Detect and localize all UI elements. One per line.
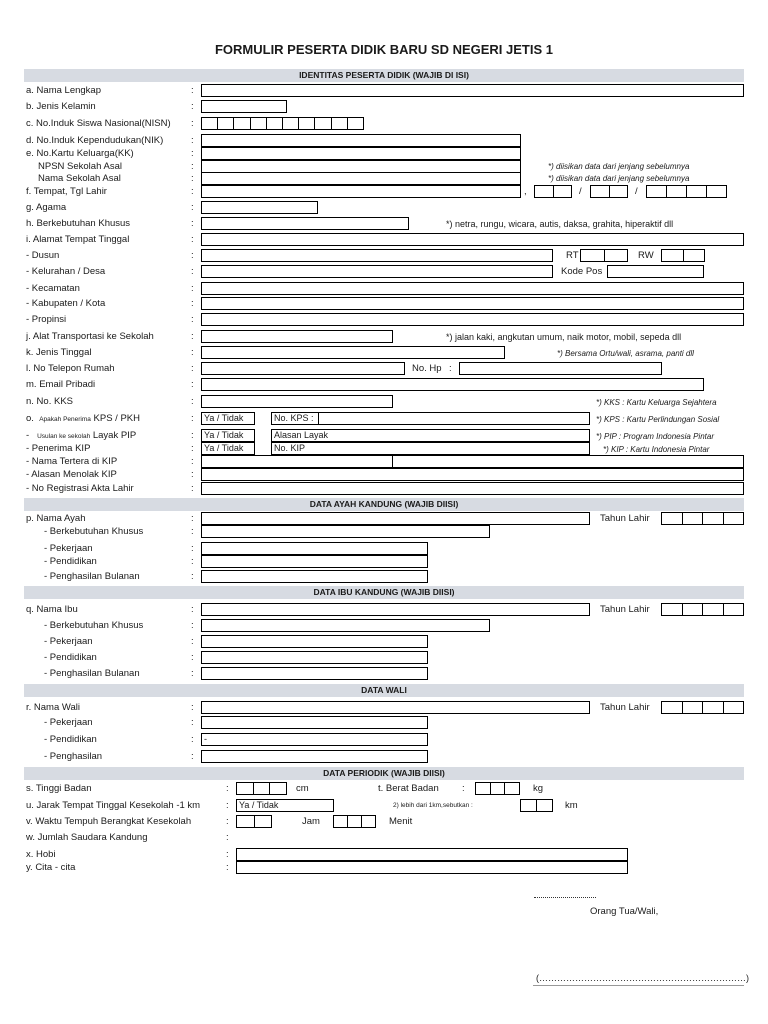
field-email[interactable]: [201, 378, 704, 391]
section-identitas: IDENTITAS PESERTA DIDIK (WAJIB DI ISI): [24, 69, 744, 82]
note-berkebutuhan: *) netra, rungu, wicara, autis, daksa, grahita, hiperaktif dll: [446, 219, 674, 229]
field-no-kip[interactable]: No. KIP: [271, 442, 590, 455]
label-kip: - Penerima KIP: [26, 443, 91, 454]
colon-separator: :: [191, 101, 194, 112]
colon-separator: :: [191, 379, 194, 390]
label-saudara: w. Jumlah Saudara Kandung: [26, 832, 148, 843]
label-ibu-penghasilan: - Penghasilan Bulanan: [44, 668, 140, 679]
label-nik: d. No.Induk Kependudukan(NIK): [26, 135, 164, 146]
colon-separator: :: [191, 161, 194, 172]
option-kps-ya-tidak[interactable]: Ya / Tidak: [201, 412, 255, 425]
colon-separator: :: [191, 668, 194, 679]
label-nama-ibu: q. Nama Ibu: [26, 604, 78, 615]
colon-separator: :: [191, 620, 194, 631]
label-telepon: l. No Telepon Rumah: [26, 363, 115, 374]
field-agama[interactable]: [201, 201, 318, 214]
field-berat[interactable]: [475, 782, 520, 795]
label-kabupaten: - Kabupaten / Kota: [26, 298, 106, 309]
note-kip: *) KIP : Kartu Indonesia Pintar: [603, 445, 710, 454]
label-nama-kip: - Nama Tertera di KIP: [26, 456, 118, 467]
colon-separator: :: [191, 751, 194, 762]
label-ibu-tahun-lahir: Tahun Lahir: [600, 604, 650, 615]
label-no-hp: No. Hp: [412, 363, 442, 374]
note-kps: *) KPS : Kartu Perlindungan Sosial: [596, 415, 720, 424]
option-pip-ya-tidak[interactable]: Ya / Tidak: [201, 429, 255, 442]
field-no-hp[interactable]: [459, 362, 662, 375]
label-wali-pendidikan: - Pendidikan: [44, 734, 97, 745]
field-waktu-menit[interactable]: [333, 815, 376, 828]
colon-separator: :: [191, 717, 194, 728]
field-wali-pendidikan[interactable]: -: [201, 733, 428, 746]
field-ayah-pendidikan[interactable]: [201, 555, 428, 568]
label-nama-wali: r. Nama Wali: [26, 702, 81, 713]
field-jarak-km[interactable]: [520, 799, 553, 812]
label-ttl: f. Tempat, Tgl Lahir: [26, 186, 107, 197]
colon-separator: :: [191, 636, 194, 647]
colon-separator: :: [191, 314, 194, 325]
signature-role: Orang Tua/Wali,: [590, 906, 659, 917]
label-nama-ayah: p. Nama Ayah: [26, 513, 86, 524]
field-ayah-pekerjaan[interactable]: [201, 542, 428, 555]
label-ayah-pekerjaan: - Pekerjaan: [44, 543, 93, 554]
field-thn-lahir[interactable]: [646, 185, 727, 198]
colon-separator: :: [191, 266, 194, 277]
field-telepon[interactable]: [201, 362, 405, 375]
field-transportasi[interactable]: [201, 330, 393, 343]
label-alamat: i. Alamat Tempat Tinggal: [26, 234, 130, 245]
colon-separator: :: [191, 363, 194, 374]
field-dusun[interactable]: [201, 249, 553, 262]
colon-separator: :: [191, 396, 194, 407]
unit-cm: cm: [296, 783, 309, 794]
colon-separator: :: [191, 543, 194, 554]
field-nama-wali[interactable]: [201, 701, 590, 714]
label-tinggi: s. Tinggi Badan: [26, 783, 92, 794]
field-tempat-lahir[interactable]: [201, 185, 521, 198]
colon-separator: :: [191, 526, 194, 537]
label-npsn: NPSN Sekolah Asal: [38, 161, 122, 172]
label-pip: [26, 430, 136, 442]
colon-separator: :: [191, 456, 194, 467]
field-nisn[interactable]: [201, 117, 364, 130]
field-kabupaten[interactable]: [201, 297, 744, 310]
field-alamat[interactable]: [201, 233, 744, 246]
field-kelurahan[interactable]: [201, 265, 553, 278]
field-propinsi[interactable]: [201, 313, 744, 326]
colon-separator: :: [191, 556, 194, 567]
field-nik[interactable]: [201, 134, 521, 147]
label-ibu-pekerjaan: - Pekerjaan: [44, 636, 93, 647]
field-ibu-berkebutuhan[interactable]: [201, 619, 490, 632]
colon-separator: :: [191, 118, 194, 129]
field-jenis-tinggal[interactable]: [201, 346, 505, 359]
no-hp-colon: :: [449, 363, 452, 374]
note-pip: *) PIP : Program Indonesia Pintar: [596, 432, 714, 441]
colon-separator: :: [191, 347, 194, 358]
field-berkebutuhan[interactable]: [201, 217, 409, 230]
colon-separator: :: [191, 250, 194, 261]
note-jarak: 2) lebih dari 1km,sebutkan :: [393, 802, 473, 809]
colon-separator: :: [191, 283, 194, 294]
field-alasan-layak[interactable]: Alasan Layak: [271, 429, 590, 442]
label-rt: RT: [566, 250, 579, 261]
label-hobi: x. Hobi: [26, 849, 56, 860]
label-propinsi: - Propinsi: [26, 314, 67, 325]
colon-separator: :: [191, 469, 194, 480]
label-pip-prefix: -: [26, 430, 30, 441]
unit-jam: Jam: [302, 816, 320, 827]
ttl-slash-1: /: [579, 186, 582, 197]
label-jenis-tinggal: k. Jenis Tinggal: [26, 347, 92, 358]
label-kk: e. No.Kartu Keluarga(KK): [26, 148, 134, 159]
colon-separator: :: [191, 202, 194, 213]
label-pip-big: Layak PIP: [92, 430, 137, 441]
field-waktu-jam[interactable]: [236, 815, 272, 828]
option-kip-ya-tidak[interactable]: Ya / Tidak: [201, 442, 255, 455]
label-ayah-berkebutuhan: - Berkebutuhan Khusus: [44, 526, 144, 537]
field-bln-lahir[interactable]: [590, 185, 628, 198]
colon-separator: :: [191, 652, 194, 663]
label-rw: RW: [638, 250, 654, 261]
berat-colon: :: [462, 783, 465, 794]
colon-separator: :: [226, 783, 229, 794]
note-kks: *) KKS : Kartu Keluarga Sejahtera: [596, 398, 717, 407]
colon-separator: :: [191, 331, 194, 342]
label-jenis-kelamin: b. Jenis Kelamin: [26, 101, 96, 112]
colon-separator: :: [226, 816, 229, 827]
label-email: m. Email Pribadi: [26, 379, 96, 390]
label-kelurahan: - Kelurahan / Desa: [26, 266, 106, 277]
field-nama-kip-ext[interactable]: [393, 455, 744, 468]
label-ayah-pendidikan: - Pendidikan: [44, 556, 97, 567]
signature-place-line: [534, 896, 596, 898]
field-tgl-lahir[interactable]: [534, 185, 572, 198]
colon-separator: :: [191, 173, 194, 184]
field-ayah-berkebutuhan[interactable]: [201, 525, 490, 538]
field-alasan-kip[interactable]: [201, 468, 744, 481]
field-nama-sekolah[interactable]: [201, 172, 521, 185]
field-ayah-tahun-lahir[interactable]: [661, 512, 744, 525]
section-periodik: DATA PERIODIK (WAJIB DIISI): [24, 767, 744, 780]
colon-separator: :: [226, 800, 229, 811]
label-jarak: u. Jarak Tempat Tinggal Kesekolah -1 km: [26, 800, 201, 811]
colon-separator: :: [226, 832, 229, 843]
page-title: FORMULIR PESERTA DIDIK BARU SD NEGERI JETIS 1: [214, 42, 554, 57]
colon-separator: :: [191, 571, 194, 582]
field-wali-penghasilan[interactable]: [201, 750, 428, 763]
colon-separator: :: [191, 135, 194, 146]
field-no-kps[interactable]: [318, 412, 590, 425]
label-wali-penghasilan: - Penghasilan: [44, 751, 103, 762]
field-kk[interactable]: [201, 147, 521, 160]
label-wali-tahun-lahir: Tahun Lahir: [600, 702, 650, 713]
label-akta: - No Registrasi Akta Lahir: [26, 483, 134, 494]
label-no-kps: No. KPS :: [271, 412, 318, 425]
label-kode-pos: Kode Pos: [561, 266, 603, 277]
colon-separator: :: [191, 513, 194, 524]
colon-separator: :: [191, 186, 194, 197]
field-akta[interactable]: [201, 482, 744, 495]
label-pip-small: Usulan ke sekolah: [37, 433, 91, 440]
field-rw[interactable]: [661, 249, 705, 262]
colon-separator: :: [191, 218, 194, 229]
field-ibu-penghasilan[interactable]: [201, 667, 428, 680]
signature-name-line: (……………………………………………………………): [536, 973, 749, 983]
unit-kg: kg: [533, 783, 544, 794]
field-hobi[interactable]: [236, 848, 628, 861]
section-ayah: DATA AYAH KANDUNG (WAJIB DIISI): [24, 498, 744, 511]
label-nama-sekolah: Nama Sekolah Asal: [38, 173, 121, 184]
field-wali-tahun-lahir[interactable]: [661, 701, 744, 714]
note-sebelumnya-2: *) diisikan data dari jenjang sebelumnya: [548, 174, 690, 183]
label-ayah-penghasilan: - Penghasilan Bulanan: [44, 571, 140, 582]
label-alasan-kip: - Alasan Menolak KIP: [26, 469, 117, 480]
field-wali-pekerjaan[interactable]: [201, 716, 428, 729]
field-nama-lengkap[interactable]: [201, 84, 744, 97]
label-ibu-berkebutuhan: - Berkebutuhan Khusus: [44, 620, 144, 631]
label-agama: g. Agama: [26, 202, 67, 213]
field-ayah-penghasilan[interactable]: [201, 570, 428, 583]
unit-menit: Menit: [389, 816, 413, 827]
label-nisn: c. No.Induk Siswa Nasional(NISN): [26, 118, 171, 129]
field-rt[interactable]: [580, 249, 628, 262]
field-ibu-pekerjaan[interactable]: [201, 635, 428, 648]
field-nama-ibu[interactable]: [201, 603, 590, 616]
field-ibu-pendidikan[interactable]: [201, 651, 428, 664]
field-kks[interactable]: [201, 395, 393, 408]
ttl-slash-2: /: [635, 186, 638, 197]
label-kps-prefix: o.: [26, 413, 34, 424]
label-nama-lengkap: a. Nama Lengkap: [26, 85, 101, 96]
label-berkebutuhan: h. Berkebutuhan Khusus: [26, 218, 131, 229]
field-nama-ayah[interactable]: [201, 512, 590, 525]
signature-underline: [533, 985, 744, 986]
label-kecamatan: - Kecamatan: [26, 283, 80, 294]
note-transportasi: *) jalan kaki, angkutan umum, naik motor, mobil, sepeda dll: [446, 332, 682, 342]
colon-separator: :: [191, 298, 194, 309]
field-cita[interactable]: [236, 861, 628, 874]
ttl-comma: ,: [524, 186, 527, 197]
section-wali: DATA WALI: [24, 684, 744, 697]
colon-separator: :: [191, 430, 194, 441]
note-sebelumnya-1: *) diisikan data dari jenjang sebelumnya: [548, 162, 690, 171]
label-berat: t. Berat Badan: [378, 783, 439, 794]
colon-separator: :: [191, 734, 194, 745]
section-ibu: DATA IBU KANDUNG (WAJIB DIISI): [24, 586, 744, 599]
label-waktu: v. Waktu Tempuh Berangkat Kesekolah: [26, 816, 192, 827]
unit-km: km: [565, 800, 578, 811]
colon-separator: :: [191, 148, 194, 159]
label-kks: n. No. KKS: [26, 396, 73, 407]
field-ibu-tahun-lahir[interactable]: [661, 603, 744, 616]
label-ayah-tahun-lahir: Tahun Lahir: [600, 513, 650, 524]
field-tinggi[interactable]: [236, 782, 287, 795]
colon-separator: :: [191, 443, 194, 454]
label-ibu-pendidikan: - Pendidikan: [44, 652, 97, 663]
note-tinggal: *) Bersama Ortu/wali, asrama, panti dll: [557, 349, 694, 358]
colon-separator: :: [191, 483, 194, 494]
colon-separator: :: [191, 604, 194, 615]
label-cita: y. Cita - cita: [26, 862, 76, 873]
label-kps-small: Apakah Penerima: [39, 416, 91, 423]
label-dusun: - Dusun: [26, 250, 60, 261]
label-transportasi: j. Alat Transportasi ke Sekolah: [26, 331, 154, 342]
label-wali-pekerjaan: - Pekerjaan: [44, 717, 93, 728]
label-kps-big: KPS / PKH: [93, 413, 140, 424]
field-nama-kip[interactable]: [201, 455, 393, 468]
colon-separator: :: [191, 85, 194, 96]
label-kps: [26, 413, 140, 425]
colon-separator: :: [191, 702, 194, 713]
colon-separator: :: [226, 862, 229, 873]
colon-separator: :: [191, 413, 194, 424]
field-jenis-kelamin[interactable]: [201, 100, 287, 113]
field-kecamatan[interactable]: [201, 282, 744, 295]
option-jarak-ya-tidak[interactable]: Ya / Tidak: [236, 799, 334, 812]
colon-separator: :: [226, 849, 229, 860]
field-kode-pos[interactable]: [607, 265, 704, 278]
colon-separator: :: [191, 234, 194, 245]
